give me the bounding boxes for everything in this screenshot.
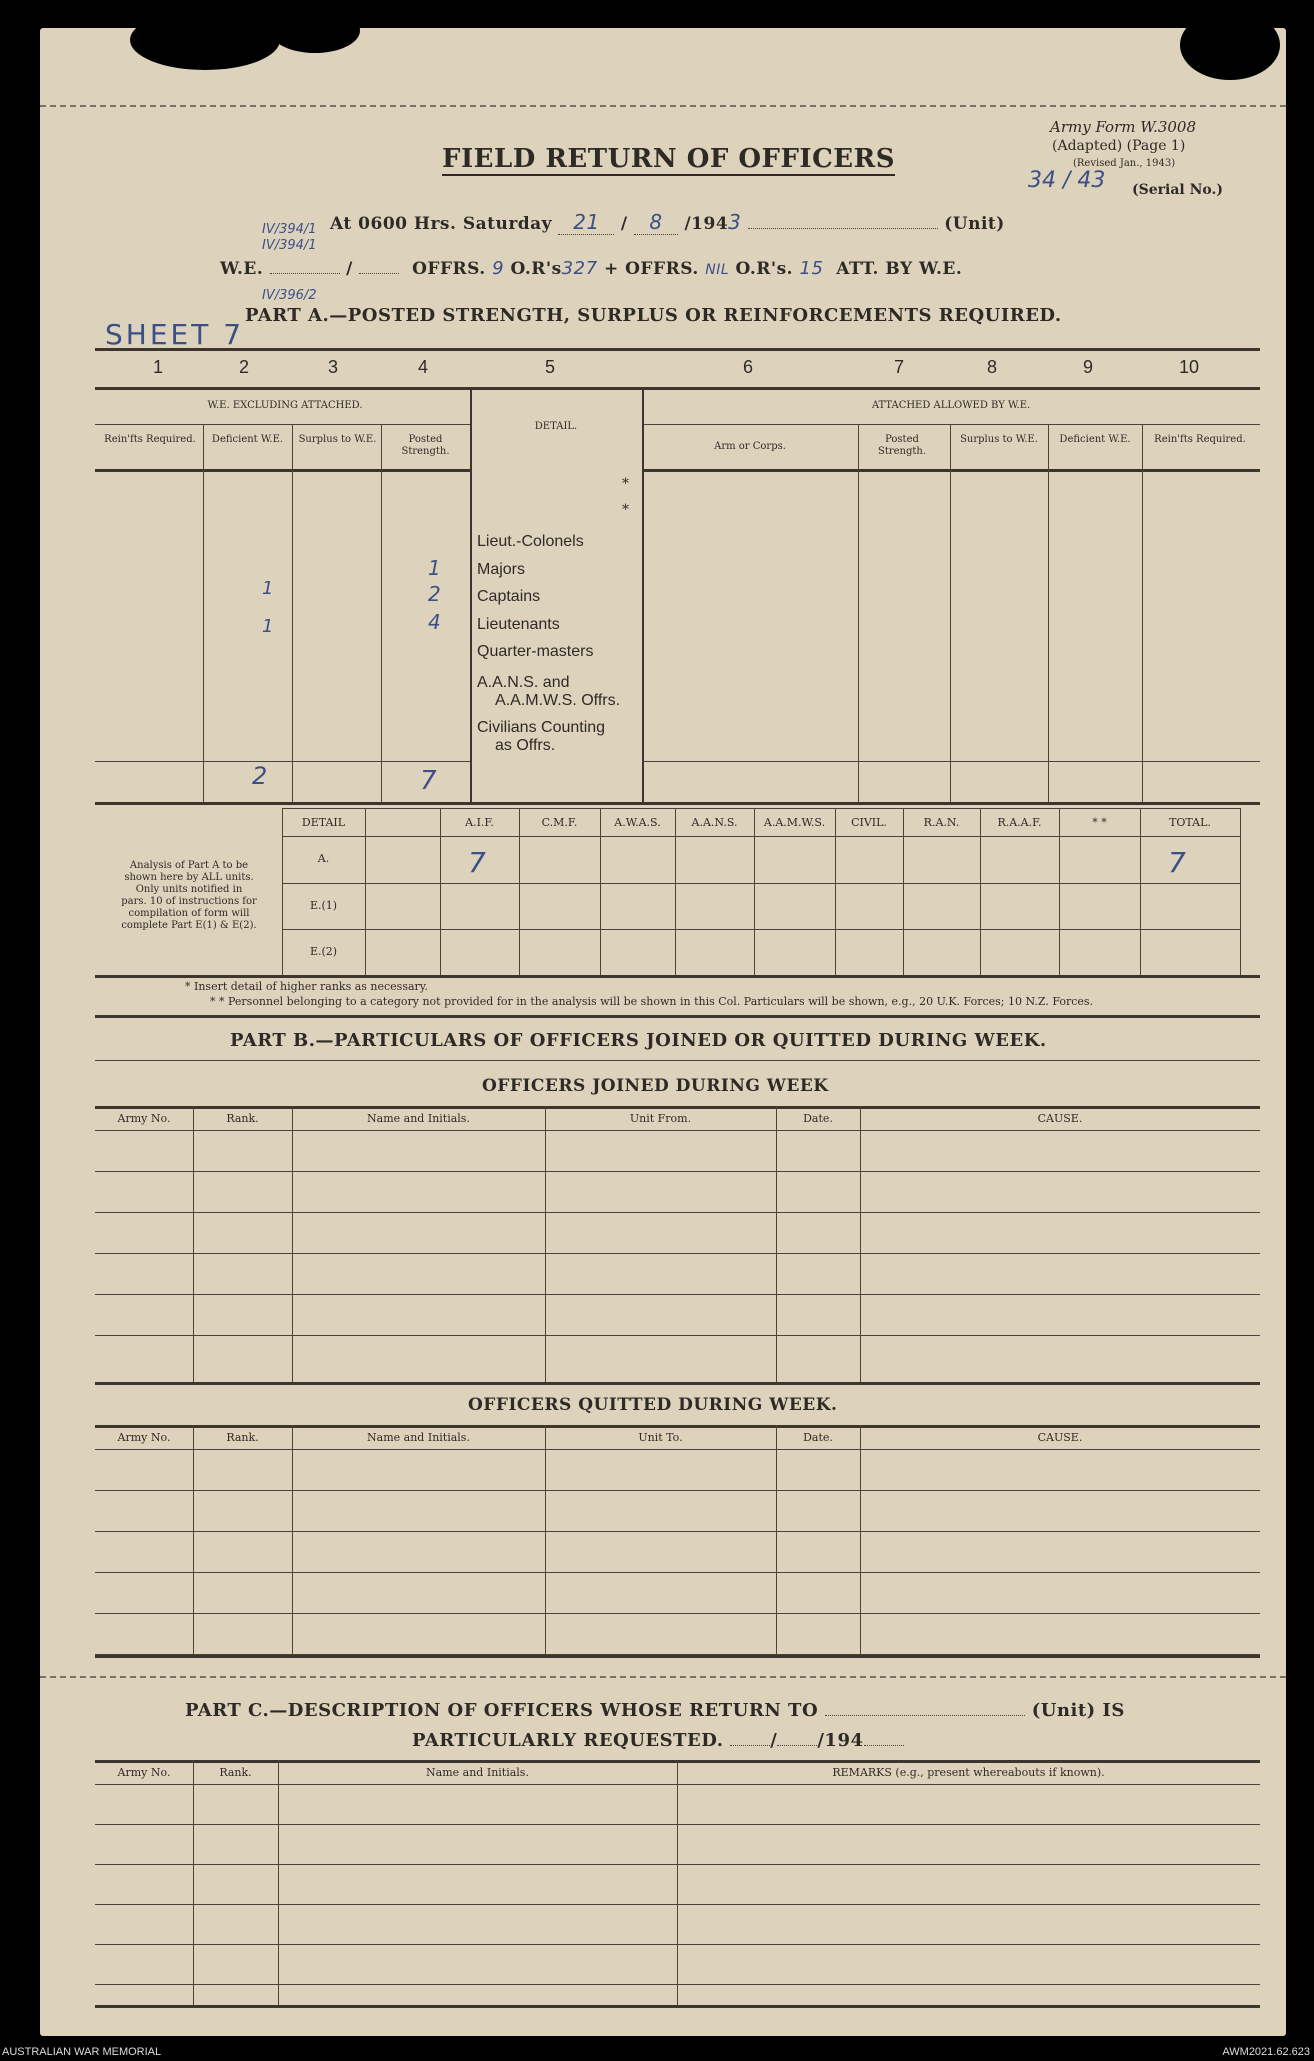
ors-label: O.R's	[510, 259, 562, 279]
joined-table-header-2: Name and Initials.	[367, 1112, 470, 1125]
analysis-header-9: R.A.A.F.	[997, 816, 1042, 829]
col-number-4: 4	[417, 357, 428, 377]
year-digit: 3	[728, 210, 742, 234]
partc-table-header-0: Army No.	[117, 1766, 171, 1779]
table-row	[95, 1335, 1260, 1336]
date-month: 8	[649, 210, 663, 234]
col-header-reinfts-att: Rein'fts Required.	[1154, 434, 1246, 445]
col-number-2: 2	[238, 357, 249, 377]
we-code-3: IV/396/2	[262, 288, 317, 303]
col-number-10: 10	[1178, 357, 1200, 377]
offrs-value: 9	[492, 258, 505, 279]
form-title: FIELD RETURN OF OFFICERS	[442, 144, 895, 174]
plus-sign: +	[603, 259, 619, 279]
deficient-lieutenants: 1	[262, 616, 274, 637]
rank-majors: Majors	[477, 561, 526, 578]
analysis-header-7: CIVIL.	[851, 816, 887, 829]
col-header-posted: Posted Strength.	[401, 434, 450, 457]
quitted-table-header-0: Army No.	[117, 1431, 171, 1444]
partc-table-header-2: Name and Initials.	[426, 1766, 529, 1779]
part-b-title: PART B.—PARTICULARS OF OFFICERS JOINED OR QUITTED DURING WEEK.	[230, 1030, 1047, 1051]
table-row	[95, 1294, 1260, 1295]
rank-aans: A.A.N.S. and	[477, 674, 570, 691]
table-row	[95, 1864, 1260, 1865]
col-header-deficient: Deficient W.E.	[211, 434, 284, 445]
analysis-header-3: C.M.F.	[541, 816, 578, 829]
analysis-header-8: R.A.N.	[923, 816, 960, 829]
partc-table-header-1: Rank.	[219, 1766, 252, 1779]
col-number-7: 7	[893, 357, 904, 377]
deficient-captains: 1	[262, 578, 274, 599]
torn-edge	[270, 8, 360, 53]
joined-table-header-1: Rank.	[226, 1112, 259, 1125]
posted-lieutenants: 4	[428, 610, 441, 634]
aif-a-value: 7	[468, 846, 486, 879]
col-number-8: 8	[986, 357, 997, 377]
ors2-label: O.R's.	[735, 259, 794, 279]
rank-lieut-colonels: Lieut.-Colonels	[477, 533, 584, 550]
footer-right: AWM2021.62.623	[1222, 2046, 1310, 2058]
col-header-surplus: Surplus to W.E.	[298, 434, 377, 445]
joined-table-header-4: Date.	[803, 1112, 833, 1125]
offrs2-label: OFFRS.	[625, 259, 699, 279]
star-2: *	[622, 502, 629, 518]
joined-table-header-0: Army No.	[117, 1112, 171, 1125]
date-day: 21	[573, 210, 600, 234]
table-row	[95, 1613, 1260, 1614]
col-number-9: 9	[1082, 357, 1093, 377]
posted-captains: 2	[428, 582, 441, 606]
table-row	[95, 1171, 1260, 1172]
footer-left: AUSTRALIAN WAR MEMORIAL	[2, 2046, 162, 2058]
table-row	[95, 1212, 1260, 1213]
perforation-bottom	[40, 1676, 1286, 1678]
att-label: ATT. BY W.E.	[836, 259, 963, 279]
col-header-arm-corps: Arm or Corps.	[714, 441, 786, 452]
analysis-note: Analysis of Part A to be shown here by ALL units. Only units notified in pars. 10 of instructions for compilation of form will complete Part E(1) & E(2).	[121, 860, 257, 931]
analysis-header-11: TOTAL.	[1169, 816, 1211, 829]
col-number-1: 1	[152, 357, 163, 377]
sheet-note: SHEET 7	[105, 318, 245, 351]
torn-edge	[130, 10, 280, 70]
line1-prefix: At 0600 Hrs. Saturday	[330, 214, 553, 234]
perforation-top	[40, 105, 1286, 107]
unit-label: (Unit)	[944, 214, 1005, 234]
form-id-line3: (Revised Jan., 1943)	[1073, 158, 1176, 169]
we-code-2: IV/394/1	[262, 238, 317, 253]
we-code-1: IV/394/1	[262, 222, 317, 237]
rank-captains: Captains	[477, 588, 541, 605]
joined-table-header-5: CAUSE.	[1037, 1112, 1083, 1125]
analysis-header-4: A.W.A.S.	[614, 816, 661, 829]
quitted-table-header-2: Name and Initials.	[367, 1431, 470, 1444]
table-row	[95, 1944, 1260, 1945]
quitted-table-header-4: Date.	[803, 1431, 833, 1444]
col-header-surplus-att: Surplus to W.E.	[960, 434, 1038, 445]
table-row	[95, 1824, 1260, 1825]
quitted-table-header-5: CAUSE.	[1037, 1431, 1083, 1444]
form-id-line2: (Adapted) (Page 1)	[1052, 138, 1186, 154]
torn-edge	[1180, 10, 1280, 80]
col-number-3: 3	[327, 357, 338, 377]
serial-value: 34 / 43	[1028, 168, 1106, 193]
rank-civilians: Civilians Counting	[477, 719, 606, 736]
table-row	[95, 1531, 1260, 1532]
table-row	[95, 1984, 1260, 1985]
table-row	[95, 1253, 1260, 1254]
posted-total: 7	[420, 766, 437, 796]
offrs2-value: NIL	[705, 262, 730, 278]
rank-lieutenants: Lieutenants	[477, 616, 560, 633]
col-header-reinfts: Rein'fts Required.	[104, 434, 196, 445]
analysis-row-label-0: A.	[317, 852, 330, 865]
deficient-total: 2	[252, 762, 268, 790]
rank-as-offrs: as Offrs.	[495, 737, 556, 754]
ors-value: 327	[561, 258, 598, 279]
analysis-header-2: A.I.F.	[465, 816, 494, 829]
part-c-title-line1: PART C.—DESCRIPTION OF OFFICERS WHOSE RETURN TO (Unit) IS	[185, 1700, 1125, 1721]
analysis-header-0: DETAIL	[301, 816, 346, 829]
col-number-6: 6	[742, 357, 753, 377]
table-row	[95, 1572, 1260, 1573]
ors2-value: 15	[799, 258, 824, 279]
col-header-posted-att: Posted Strength.	[877, 434, 927, 457]
analysis-row-label-1: E.(1)	[309, 899, 338, 912]
year-prefix: /194	[684, 214, 729, 234]
quitted-title: OFFICERS QUITTED DURING WEEK.	[468, 1395, 838, 1415]
part-a-num-rule	[95, 387, 1260, 390]
group-right-header: ATTACHED ALLOWED BY W.E.	[871, 400, 1031, 411]
part-a-top-rule	[95, 348, 1260, 351]
partc-table-header-3: REMARKS (e.g., present whereabouts if known).	[832, 1766, 1105, 1779]
analysis-header-6: A.A.M.W.S.	[763, 816, 826, 829]
rank-aamws: A.A.M.W.S. Offrs.	[495, 692, 621, 709]
analysis-row-label-2: E.(2)	[309, 945, 338, 958]
part-a-title: PART A.—POSTED STRENGTH, SURPLUS OR REINFORCEMENTS REQUIRED.	[245, 305, 1062, 326]
quitted-table-header-3: Unit To.	[638, 1431, 683, 1444]
posted-majors: 1	[428, 556, 441, 580]
header-line1: At 0600 Hrs. Saturday 21 / 8 /1943 (Unit)	[330, 210, 1005, 234]
part-c-title-line2: PARTICULARLY REQUESTED. / /194	[412, 1730, 904, 1751]
header-line2: W.E. / OFFRS. 9 O.R's327 + OFFRS. NIL O.R's. 15 ATT. BY W.E.	[220, 258, 963, 279]
joined-title: OFFICERS JOINED DURING WEEK	[482, 1076, 829, 1096]
col-number-5: 5	[544, 357, 555, 377]
total-a-value: 7	[1168, 846, 1186, 879]
table-row	[95, 1904, 1260, 1905]
analysis-header-10: * *	[1092, 816, 1107, 829]
detail-header: DETAIL.	[534, 421, 578, 432]
col-header-deficient-att: Deficient W.E.	[1059, 434, 1131, 445]
table-row	[95, 1490, 1260, 1491]
rank-quarter-masters: Quarter-masters	[477, 643, 594, 660]
we-label: W.E.	[220, 259, 264, 279]
footnote-1: * Insert detail of higher ranks as necessary.	[185, 980, 429, 993]
star-1: *	[622, 476, 629, 492]
form-id-line1: Army Form W.3008	[1050, 118, 1196, 136]
analysis-header-5: A.A.N.S.	[691, 816, 738, 829]
footnote-2: * * Personnel belonging to a category not provided for in the analysis will be shown in this Col. Particulars will be shown, e.g., 20 U.K. Forces; 10 N.Z. Forces.	[210, 995, 1094, 1008]
joined-table-header-3: Unit From.	[629, 1112, 692, 1125]
serial-label: (Serial No.)	[1132, 182, 1223, 198]
group-left-header: W.E. EXCLUDING ATTACHED.	[207, 400, 363, 411]
quitted-table-header-1: Rank.	[226, 1431, 259, 1444]
offrs-label: OFFRS.	[412, 259, 486, 279]
